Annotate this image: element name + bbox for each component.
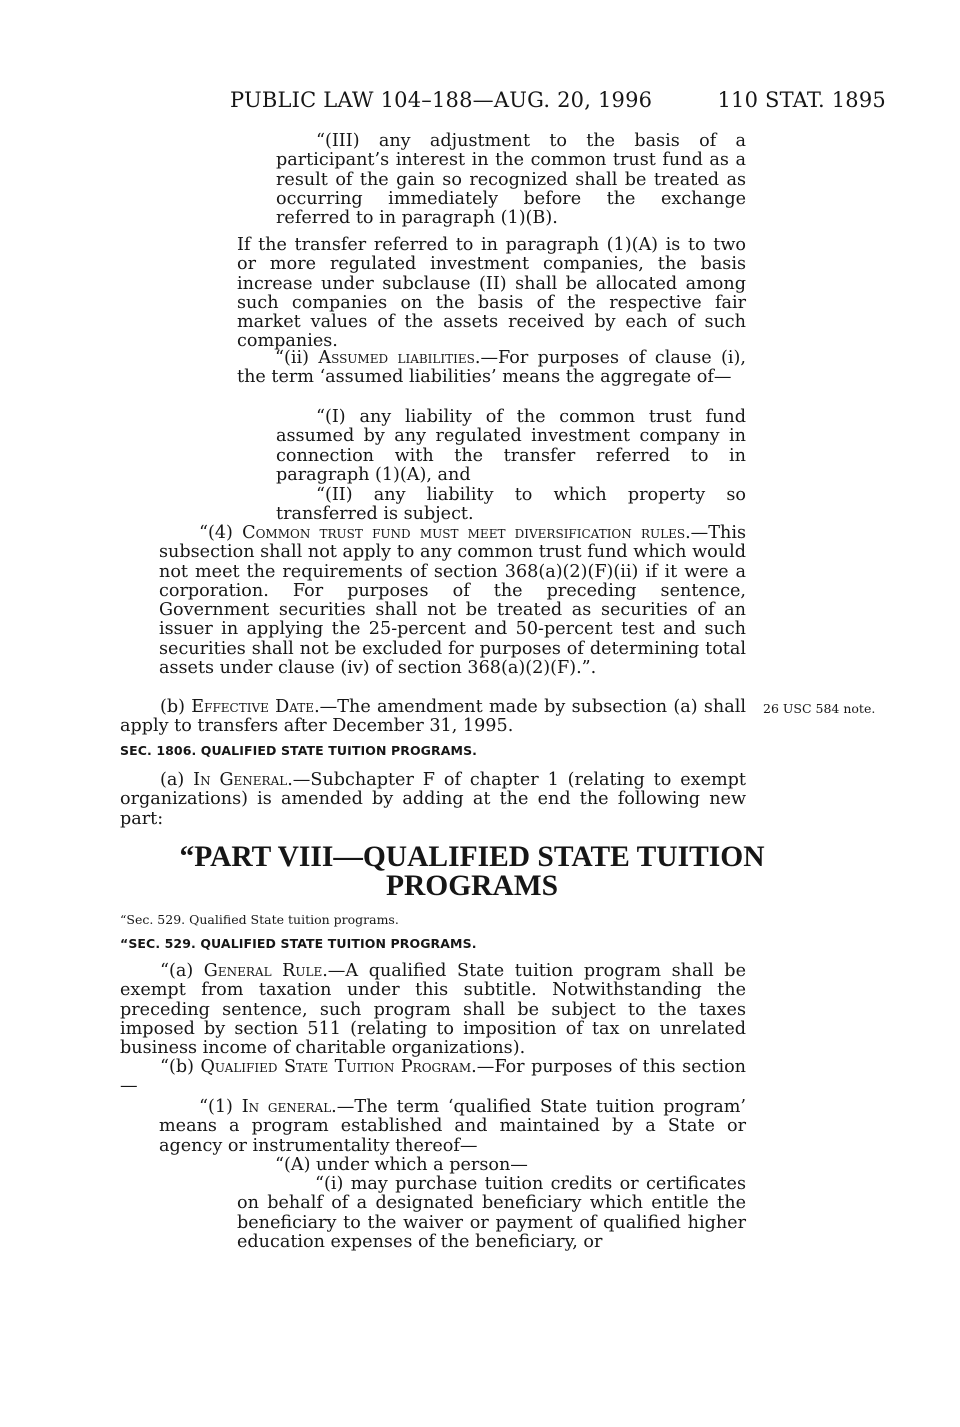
program-definition-heading: Qualified State Tuition Program [200, 1057, 472, 1077]
table-of-sections-entry: “Sec. 529. Qualified State tuition programs. [120, 912, 399, 927]
effective-date-heading: Effective Date [191, 697, 315, 717]
subsection-b-effective-date: (b) Effective Date.—The amendment made by subsection (a) shall apply to transfers after December 31, 1995. [120, 697, 746, 737]
clause-i-purchase-credits [237, 1175, 746, 1252]
basis-allocation-paragraph [237, 236, 746, 352]
subparagraph-a-text: “(A) under which a person— [275, 1155, 528, 1175]
paragraph-4: “(4) Common trust fund must meet diversification rules.—This subsection shall not apply to any common trust fund which would not meet the requirements of section 368(a)(2)(F)(ii) if it were a corporation. For purposes of the preceding sentence, Government securities shall not be treated as securities of an issuer in applying the 25-percent and 50-percent test and such securities shall not be excluded for purposes of determining total assets under clause (iv) of section 368(a)(2)(F).”. [159, 523, 746, 679]
clause-ii-heading: Assumed liabilities [318, 348, 475, 368]
subclause-iii-paragraph [276, 132, 746, 228]
in-general-heading: In General [193, 770, 288, 790]
subclause-i-paragraph [276, 408, 746, 485]
part-viii-title-line-1: “PART VIII—QUALIFIED STATE TUITION [179, 841, 765, 873]
header-stat-page: 110 STAT. 1895 [717, 88, 886, 112]
section-1806-heading: SEC. 1806. QUALIFIED STATE TUITION PROGRAMS. [120, 743, 478, 758]
clause-ii-paragraph: “(ii) Assumed liabilities.—For purposes of clause (i), the term ‘assumed liabilities’ means the aggregate of— [237, 348, 746, 388]
basis-allocation-text: If the transfer referred to in paragraph (1)(A) is to two or more regulated investment companies, the basis increase under subclause (II) shall be allocated among such companies on the basis of the respective fair market values of the assets received by each of such companies. [237, 235, 746, 352]
subclause-i-text: “(I) any liability of the common trust fund assumed by any regulated investment company in connection with the transfer referred to in paragraph (1)(A), and [276, 407, 746, 485]
subclause-iii-text: “(III) any adjustment to the basis of a participant’s interest in the common trust fund as a result of the gain so recognized shall be treated as occurring immediately before the exchange referred to in paragraph (1)(B). [276, 131, 746, 229]
subclause-ii-paragraph [276, 486, 746, 525]
paragraph-1-heading: In general [241, 1097, 332, 1117]
part-viii-title-line-2: PROGRAMS [385, 870, 559, 902]
paragraph-4-heading: Common trust fund must meet diversification rules [242, 523, 686, 543]
header-law-date: PUBLIC LAW 104–188—AUG. 20, 1996 [230, 88, 653, 112]
subsection-a-in-general: (a) In General.—Subchapter F of chapter 1 (relating to exempt organizations) is amended by adding at the end the following new part: [120, 770, 746, 829]
page-header [230, 88, 886, 118]
subclause-ii-text: “(II) any liability to which property so transferred is subject. [276, 485, 746, 525]
subsection-a-general-rule: “(a) General Rule.—A qualified State tuition program shall be exempt from taxation under this subtitle. Notwithstanding the preceding sentence, such program shall be subject to the taxes imposed by section 511 (relating to imposition of tax on unrelated business income of charitable organizations). [120, 961, 746, 1059]
clause-i-text: “(i) may purchase tuition credits or certificates on behalf of a designated beneficiary which entitle the beneficiary to the waiver or payment of qualified higher education expenses of the beneficiary, or [237, 1174, 746, 1252]
paragraph-1-in-general: “(1) In general.—The term ‘qualified State tuition program’ means a program established and maintained by a State or agency or instrumentality thereof— [159, 1097, 746, 1156]
margin-note: 26 USC 584 note. [763, 701, 876, 716]
subsection-b-program-definition: “(b) Qualified State Tuition Program.—For purposes of this section— [120, 1057, 746, 1097]
section-529-heading: “SEC. 529. QUALIFIED STATE TUITION PROGRAMS. [120, 936, 477, 951]
subparagraph-a [237, 1156, 746, 1175]
general-rule-heading: General Rule [203, 961, 323, 981]
